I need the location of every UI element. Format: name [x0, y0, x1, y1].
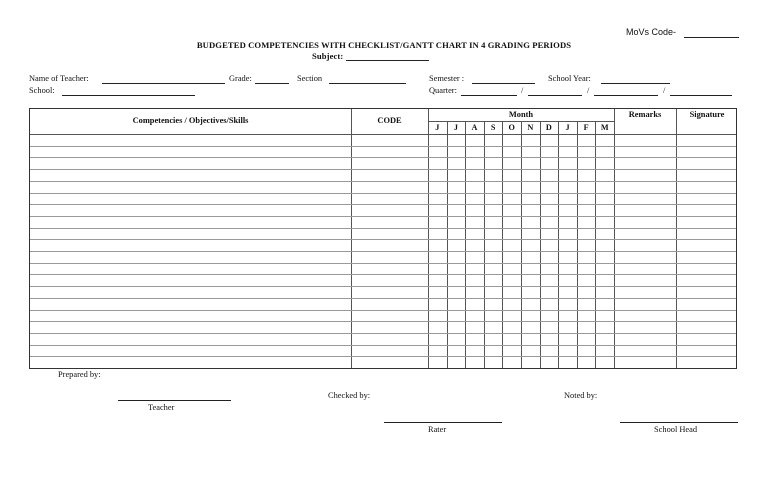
table-row-line — [30, 157, 736, 158]
section-blank[interactable] — [329, 83, 406, 84]
header-bottom-line — [30, 134, 736, 135]
table-row-line — [30, 193, 736, 194]
school-label: School: — [29, 86, 55, 95]
subject-label: Subject: — [312, 51, 344, 61]
quarter-slash-1: / — [521, 86, 524, 95]
month-cell: O — [508, 123, 515, 132]
competencies-table — [29, 108, 737, 369]
school-year-label: School Year: — [548, 74, 591, 83]
quarter-slash-3: / — [663, 86, 666, 95]
quarter-blank-2[interactable] — [528, 95, 582, 96]
table-row-line — [30, 310, 736, 311]
code-header: CODE — [377, 116, 402, 125]
month-header: Month — [508, 110, 534, 119]
table-row-line — [30, 251, 736, 252]
rater-signature-line[interactable] — [384, 422, 502, 423]
month-cell: M — [600, 123, 609, 132]
month-cell: J — [435, 123, 440, 132]
quarter-slash-2: / — [587, 86, 590, 95]
semester-blank[interactable] — [472, 83, 535, 84]
table-row-line — [30, 169, 736, 170]
school-year-blank[interactable] — [601, 83, 670, 84]
grade-blank[interactable] — [255, 83, 289, 84]
remarks-header: Remarks — [628, 110, 662, 119]
month-cell: F — [583, 123, 589, 132]
table-row-line — [30, 239, 736, 240]
grade-label: Grade: — [229, 74, 252, 83]
quarter-label: Quarter: — [429, 86, 457, 95]
table-row-line — [30, 216, 736, 217]
teacher-caption: Teacher — [148, 403, 175, 412]
subject-blank[interactable] — [346, 60, 429, 61]
table-row-line — [30, 356, 736, 357]
semester-label: Semester : — [429, 74, 465, 83]
checked-by-label: Checked by: — [328, 391, 371, 400]
month-underline — [428, 121, 614, 122]
table-row-line — [30, 321, 736, 322]
table-row-line — [30, 286, 736, 287]
table-row-line — [30, 274, 736, 275]
quarter-blank-1[interactable] — [461, 95, 517, 96]
movs-code-blank[interactable] — [684, 37, 739, 38]
table-row-line — [30, 298, 736, 299]
school-blank[interactable] — [62, 95, 195, 96]
month-cell: D — [545, 123, 552, 132]
movs-code-label: MoVs Code- — [626, 27, 677, 37]
signature-header: Signature — [689, 110, 725, 119]
table-row-line — [30, 204, 736, 205]
teacher-signature-line[interactable] — [118, 400, 231, 401]
month-cell: J — [453, 123, 458, 132]
table-row-line — [30, 146, 736, 147]
table-row-line — [30, 345, 736, 346]
school-head-caption: School Head — [654, 425, 698, 434]
table-row-line — [30, 333, 736, 334]
competencies-header: Competencies / Objectives/Skills — [132, 116, 249, 125]
quarter-blank-3[interactable] — [594, 95, 658, 96]
quarter-blank-4[interactable] — [670, 95, 732, 96]
noted-by-label: Noted by: — [564, 391, 598, 400]
section-label: Section — [297, 74, 323, 83]
teacher-blank[interactable] — [102, 83, 225, 84]
month-cell: A — [471, 123, 478, 132]
table-row-line — [30, 263, 736, 264]
table-row-line — [30, 228, 736, 229]
rater-caption: Rater — [428, 425, 447, 434]
prepared-by-label: Prepared by: — [58, 370, 101, 379]
school-head-signature-line[interactable] — [620, 422, 738, 423]
form-title: BUDGETED COMPETENCIES WITH CHECKLIST/GANTT CHART IN 4 GRADING PERIODS — [196, 40, 572, 50]
month-cell: J — [565, 123, 570, 132]
month-cell: N — [527, 123, 534, 132]
month-cell: S — [490, 123, 496, 132]
teacher-label: Name of Teacher: — [29, 74, 89, 83]
table-row-line — [30, 181, 736, 182]
